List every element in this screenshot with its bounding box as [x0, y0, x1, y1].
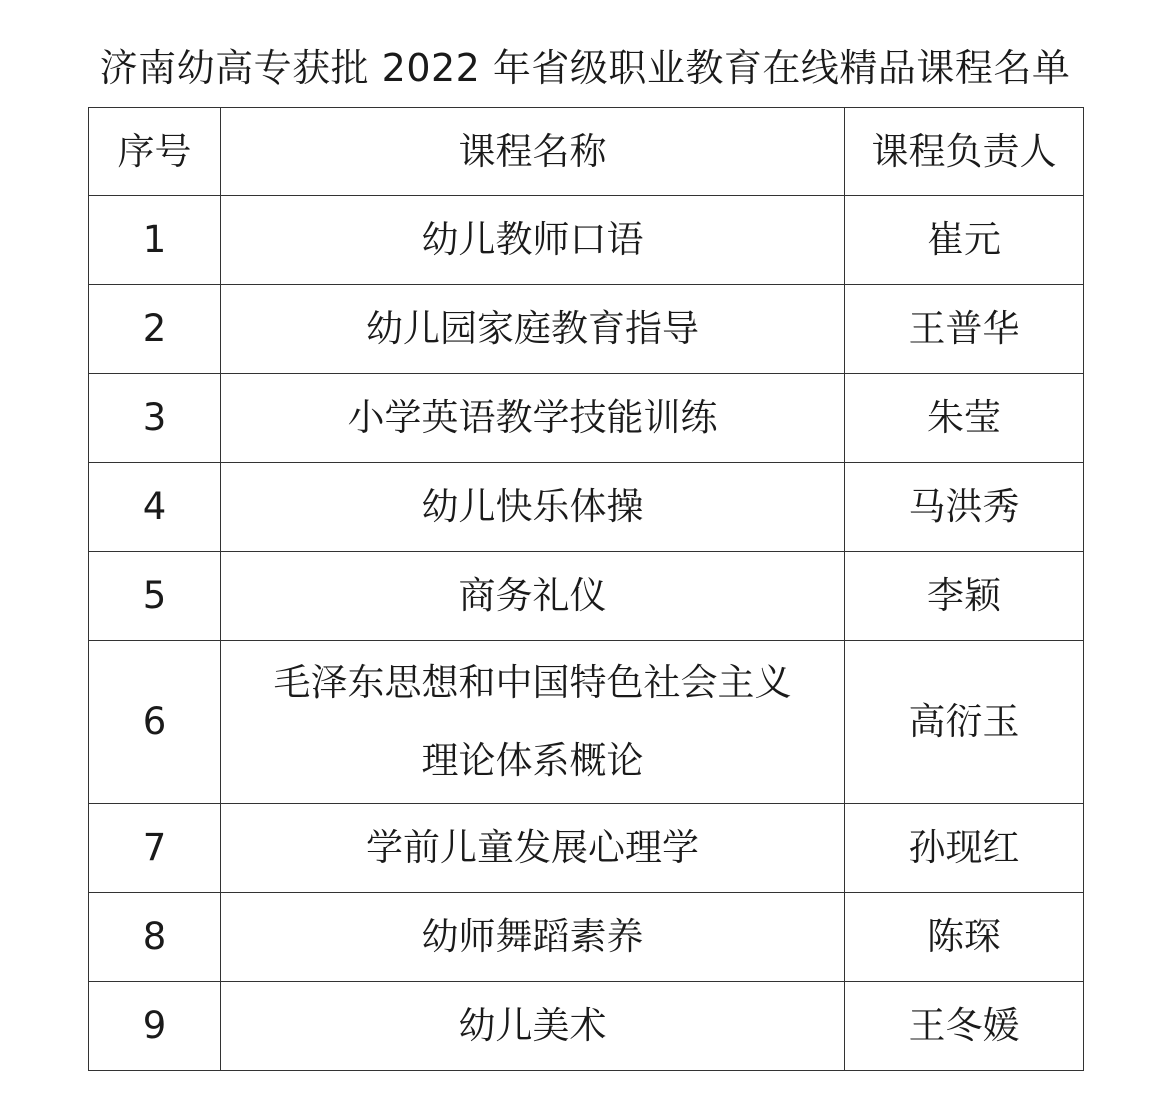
cell-owner: 马洪秀: [845, 463, 1084, 552]
table-row: [89, 463, 1084, 552]
cell-owner: 王冬媛: [845, 982, 1084, 1071]
table-row: [89, 196, 1084, 285]
cell-course: 毛泽东思想和中国特色社会主义 理论体系概论: [221, 641, 845, 804]
cell-course: 幼儿教师口语: [221, 196, 845, 285]
cell-course: 幼儿美术: [221, 982, 845, 1071]
table-header-row: [89, 108, 1084, 196]
cell-no: 7: [89, 804, 221, 893]
cell-owner: 陈琛: [845, 893, 1084, 982]
course-table: [88, 107, 1084, 1071]
cell-owner: 孙现红: [845, 804, 1084, 893]
cell-owner: 高衍玉: [845, 641, 1084, 804]
cell-course: 小学英语教学技能训练: [221, 374, 845, 463]
cell-owner: 朱莹: [845, 374, 1084, 463]
cell-no: 4: [89, 463, 221, 552]
cell-course: 幼师舞蹈素养: [221, 893, 845, 982]
cell-course: 幼儿快乐体操: [221, 463, 845, 552]
table-row: [89, 285, 1084, 374]
cell-no: 9: [89, 982, 221, 1071]
cell-owner: 王普华: [845, 285, 1084, 374]
cell-no: 1: [89, 196, 221, 285]
cell-no: 8: [89, 893, 221, 982]
table-row: [89, 374, 1084, 463]
cell-owner: 崔元: [845, 196, 1084, 285]
cell-no: 3: [89, 374, 221, 463]
cell-owner: 李颖: [845, 552, 1084, 641]
page-title: 济南幼高专获批 2022 年省级职业教育在线精品课程名单: [99, 46, 1071, 90]
cell-no: 5: [89, 552, 221, 641]
table-row: [89, 982, 1084, 1071]
table-row: [89, 552, 1084, 641]
header-no: 序号: [89, 108, 221, 196]
table-row: [89, 893, 1084, 982]
header-owner: 课程负责人: [845, 108, 1084, 196]
cell-no: 6: [89, 641, 221, 804]
cell-course: 商务礼仪: [221, 552, 845, 641]
cell-no: 2: [89, 285, 221, 374]
cell-course: 幼儿园家庭教育指导: [221, 285, 845, 374]
table-row: [89, 804, 1084, 893]
table-row: [89, 641, 1084, 804]
header-course: 课程名称: [221, 108, 845, 196]
cell-course: 学前儿童发展心理学: [221, 804, 845, 893]
